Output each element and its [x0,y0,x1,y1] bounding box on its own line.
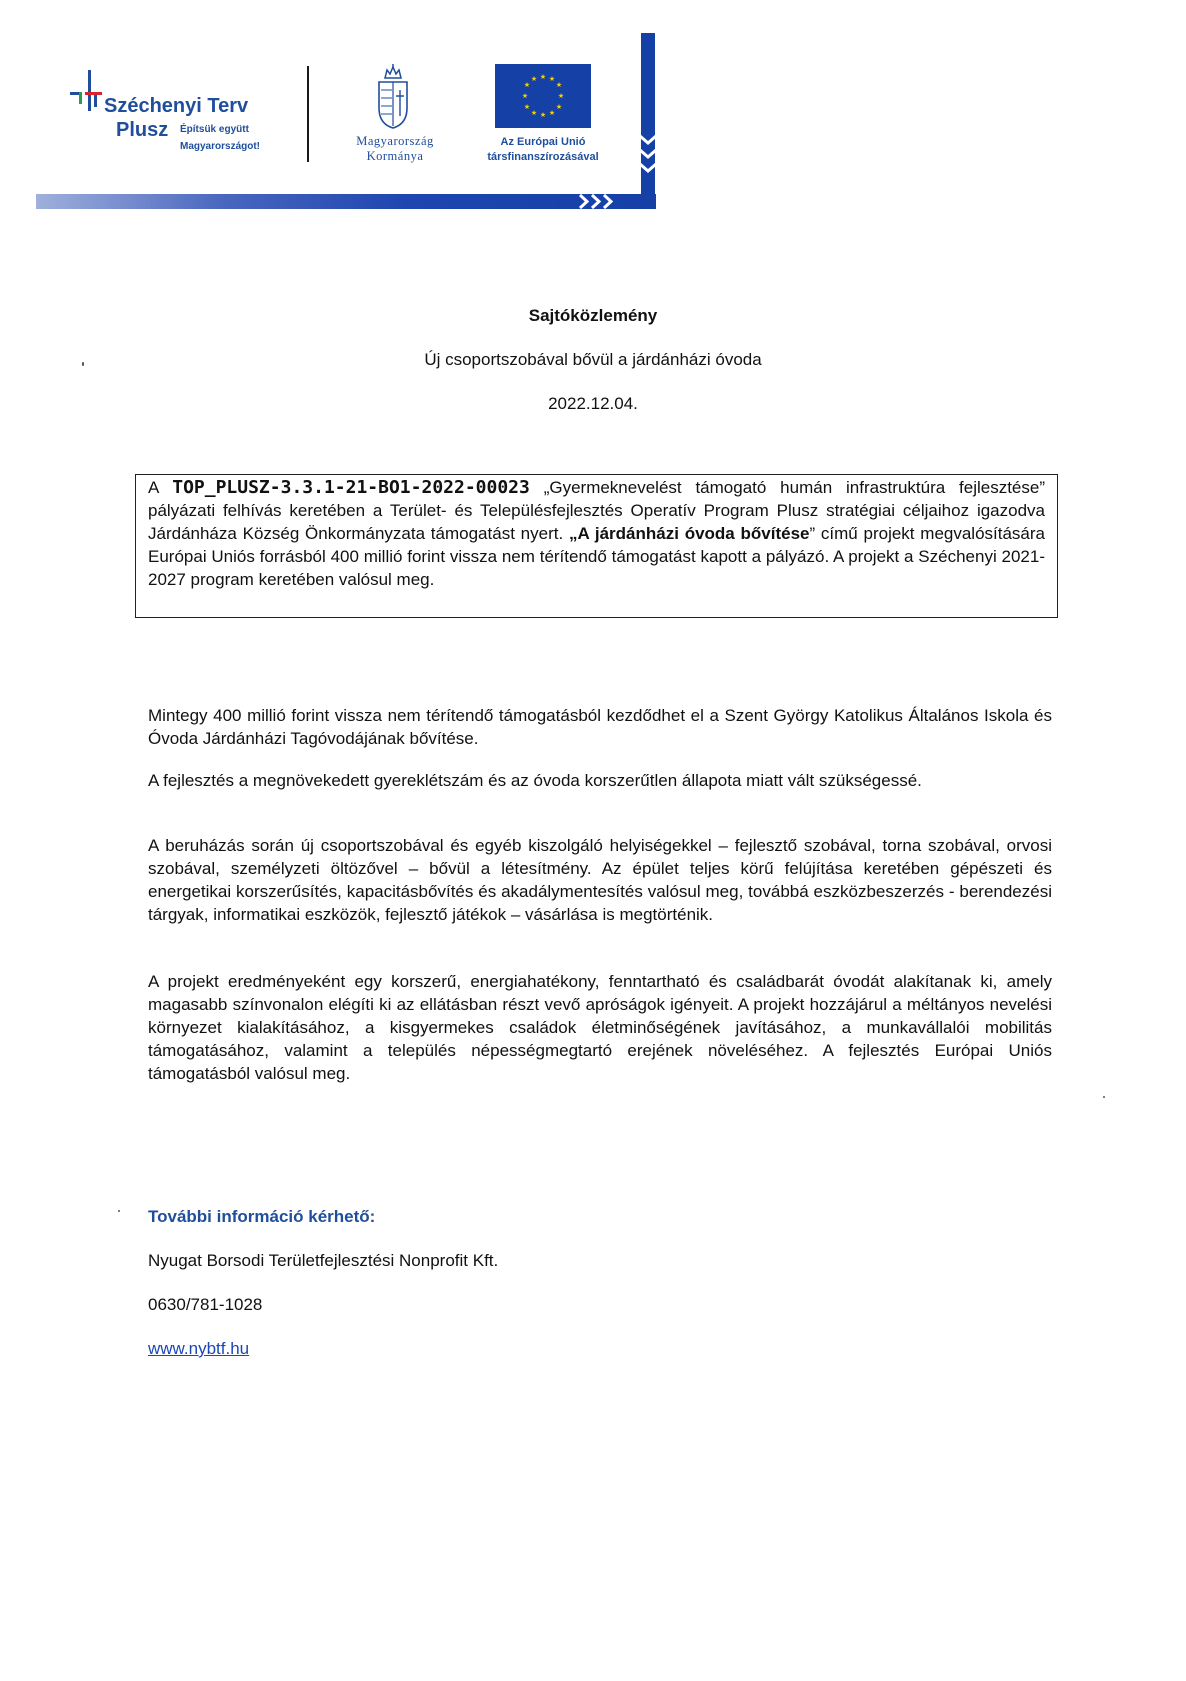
intro-text-1: „Gyermeknevelést támogató humán infrastruktúra fejlesztése” pályázati felhívás keretében a Terület- és Településfejlesztés Operatív Program Plusz stratégiai céljaihoz igazodva Járdánháza Község Önkormányzata támogatást nyert. [148,478,1045,543]
chevron-down-icon [637,134,659,180]
vertical-brand-bar [641,33,655,209]
scan-speck [118,1210,120,1212]
government-logo-line-2: Kormánya [366,149,424,163]
logo-divider [307,66,309,162]
release-date: 2022.12.04. [548,394,638,413]
scan-speck [82,362,84,366]
intro-text-2: ” című projekt megvalósítására Európai Uniós forrásból 400 millió forint vissza nem térítendő támogatást kapott a pályázó. A projekt a Széchenyi 2021-2027 program keretében valósul meg. [148,524,1046,589]
body-paragraph-4: A projekt eredményeként egy korszerű, energiahatékony, fenntartható és családbarát óvodát alakítanak ki, amely magasabb színvonalon elégíti ki az ellátásban részt vevő apróságok igényeit. A projekt hozzájárul a méltányos nevelési környezet kialakításához, a kisgyermekes családok életminőségének javításához, a munkavállalói mobilitás támogatásához, valamint a település népességmegtartó erejének növeléséhez. A fejlesztés Európai Uniós támogatásból valósul meg. [148,972,1052,1083]
svg-text:★: ★ [548,109,556,117]
svg-text:★: ★ [548,75,556,83]
svg-text:★: ★ [539,73,547,81]
szechenyi-logo-title: Széchenyi Terv [104,95,249,117]
project-code: TOP_PLUSZ-3.3.1-21-BO1-2022-00023 [172,477,530,498]
page-subtitle: Új csoportszobával bővül a járdánházi óvoda [424,350,762,369]
svg-text:★: ★ [523,103,531,111]
szechenyi-slogan-line-2: Magyarországot! [180,141,261,152]
body-paragraph-1: Mintegy 400 millió forint vissza nem térítendő támogatásból kezdődhet el a Szent György Katolikus Általános Iskola és Óvoda Járdánházi Tagóvodájának bővítése. [148,706,1052,748]
szechenyi-slogan-line-1: Építsük együtt [180,124,249,135]
intro-prefix: A [148,478,173,497]
eu-logo-line-1: Az Európai Unió [500,136,586,148]
szechenyi-cross-icon [68,70,102,114]
svg-text:★: ★ [555,103,563,111]
intro-summary-box [135,474,1058,618]
coat-of-arms-icon [373,64,413,130]
horizontal-brand-bar [36,194,656,209]
contact-organization: Nyugat Borsodi Területfejlesztési Nonprofit Kft. [148,1251,499,1270]
body-paragraph-3: A beruházás során új csoportszobával és egyéb kiszolgáló helyiségekkel – fejlesztő szobával, torna szobával, orvosi szobával, személyzeti öltözővel – bővül a létesítmény. Az épület teljes körű felújítása keretében gépészeti és energetikai korszerűsítés, kapacitásbővítés és akadálymentesítés valósul meg, továbbá eszközbeszerzés - berendezési tárgyak, informatikai eszközök, fejlesztő játékok – vásárlása is megtörténik. [148,836,1052,924]
svg-text:★: ★ [557,92,565,100]
eu-logo-line-2: társfinanszírozásával [487,151,599,163]
body-paragraph-2: A fejlesztés a megnövekedett gyereklétszám és az óvoda korszerűtlen állapota miatt vált szükségessé. [148,771,922,790]
eu-flag-icon [495,64,591,128]
svg-text:★: ★ [521,92,529,100]
contact-heading: További információ kérhető: [148,1207,376,1226]
svg-text:★: ★ [530,109,538,117]
svg-text:★: ★ [555,81,563,89]
svg-text:★: ★ [539,111,547,119]
logo-header [0,0,660,215]
government-logo-line-1: Magyarország [356,134,434,148]
svg-text:★: ★ [523,81,531,89]
contact-phone: 0630/781-1028 [148,1295,263,1314]
scan-speck [1103,1096,1105,1098]
szechenyi-logo-plus: Plusz [116,119,169,141]
chevron-right-icon [577,193,621,210]
website-link[interactable]: www.nybtf.hu [148,1339,250,1358]
svg-text:★: ★ [530,75,538,83]
project-name: „A járdánházi óvoda bővítése [568,524,810,543]
page-title: Sajtóközlemény [528,306,658,325]
